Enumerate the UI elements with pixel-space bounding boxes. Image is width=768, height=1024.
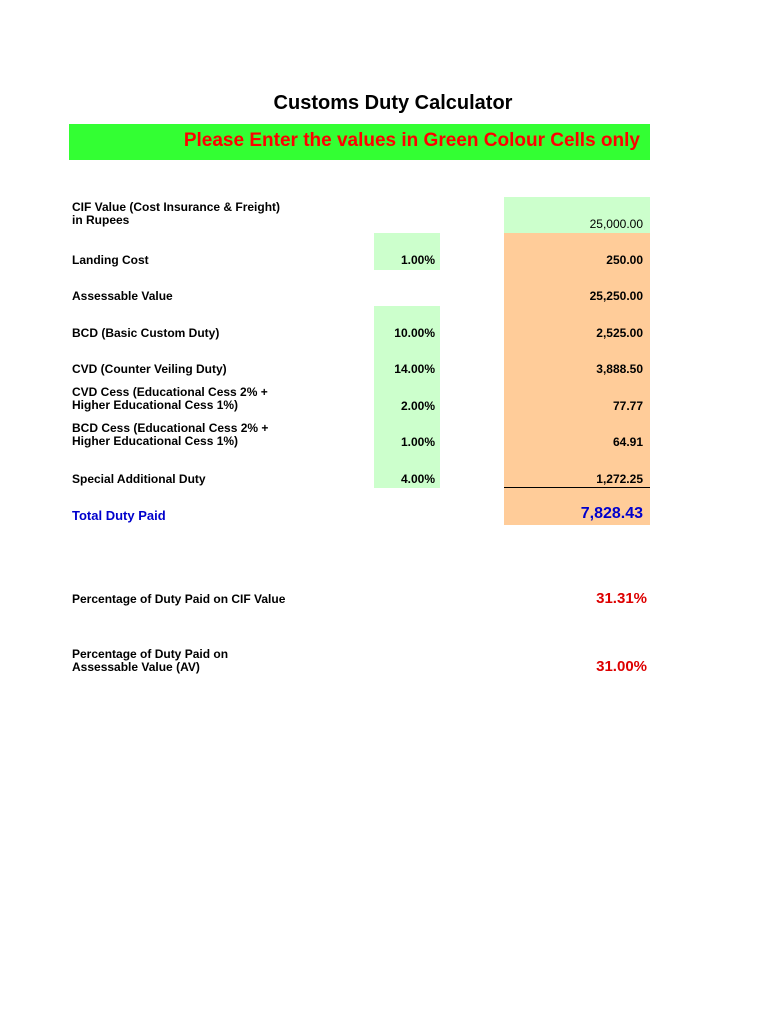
bcd-cess-rate[interactable]: 1.00%: [400, 435, 435, 449]
pct-on-av-value: 31.00%: [596, 658, 647, 675]
total-duty-label: Total Duty Paid: [72, 508, 166, 523]
cif-amount[interactable]: 25,000.00: [589, 217, 643, 231]
pct-on-cif-label: Percentage of Duty Paid on CIF Value: [72, 592, 286, 606]
page-title: Customs Duty Calculator: [273, 92, 513, 114]
cvd-cess-label: CVD Cess (Educational Cess 2% + Higher Educational Cess 1%): [72, 385, 268, 412]
cvd-label: CVD (Counter Veiling Duty): [72, 362, 227, 376]
cvd-cess-rate[interactable]: 2.00%: [400, 399, 435, 413]
cvd-cess-amount: 77.77: [612, 399, 643, 413]
cvd-amount: 3,888.50: [596, 362, 643, 376]
bcd-amount: 2,525.00: [596, 326, 643, 340]
special-additional-duty-rate[interactable]: 4.00%: [400, 472, 435, 486]
pct-on-av-label: Percentage of Duty Paid on Assessable Value (AV): [72, 647, 229, 674]
landing-cost-rate[interactable]: 1.00%: [400, 253, 435, 267]
landing-cost-label: Landing Cost: [72, 253, 149, 267]
special-additional-duty-label: Special Additional Duty: [72, 472, 206, 486]
instruction-banner: [69, 124, 650, 160]
bcd-cess-label: BCD Cess (Educational Cess 2% + Higher Educational Cess 1%): [72, 421, 269, 448]
cif-label: CIF Value (Cost Insurance & Freight) in Rupees: [72, 200, 281, 227]
total-divider: [504, 487, 650, 488]
pct-on-cif-value: 31.31%: [596, 590, 647, 607]
bcd-cess-amount: 64.91: [612, 435, 643, 449]
landing-cost-amount: 250.00: [606, 253, 643, 267]
total-duty-amount: 7,828.43: [580, 505, 643, 522]
special-additional-duty-amount: 1,272.25: [596, 472, 643, 486]
bcd-rate[interactable]: 10.00%: [394, 326, 435, 340]
bcd-label: BCD (Basic Custom Duty): [72, 326, 220, 340]
instruction-text: Please Enter the values in Green Colour Cells only: [183, 130, 640, 151]
assessable-value-label: Assessable Value: [72, 289, 173, 303]
cvd-rate[interactable]: 14.00%: [394, 362, 435, 376]
assessable-value-amount: 25,250.00: [589, 289, 643, 303]
